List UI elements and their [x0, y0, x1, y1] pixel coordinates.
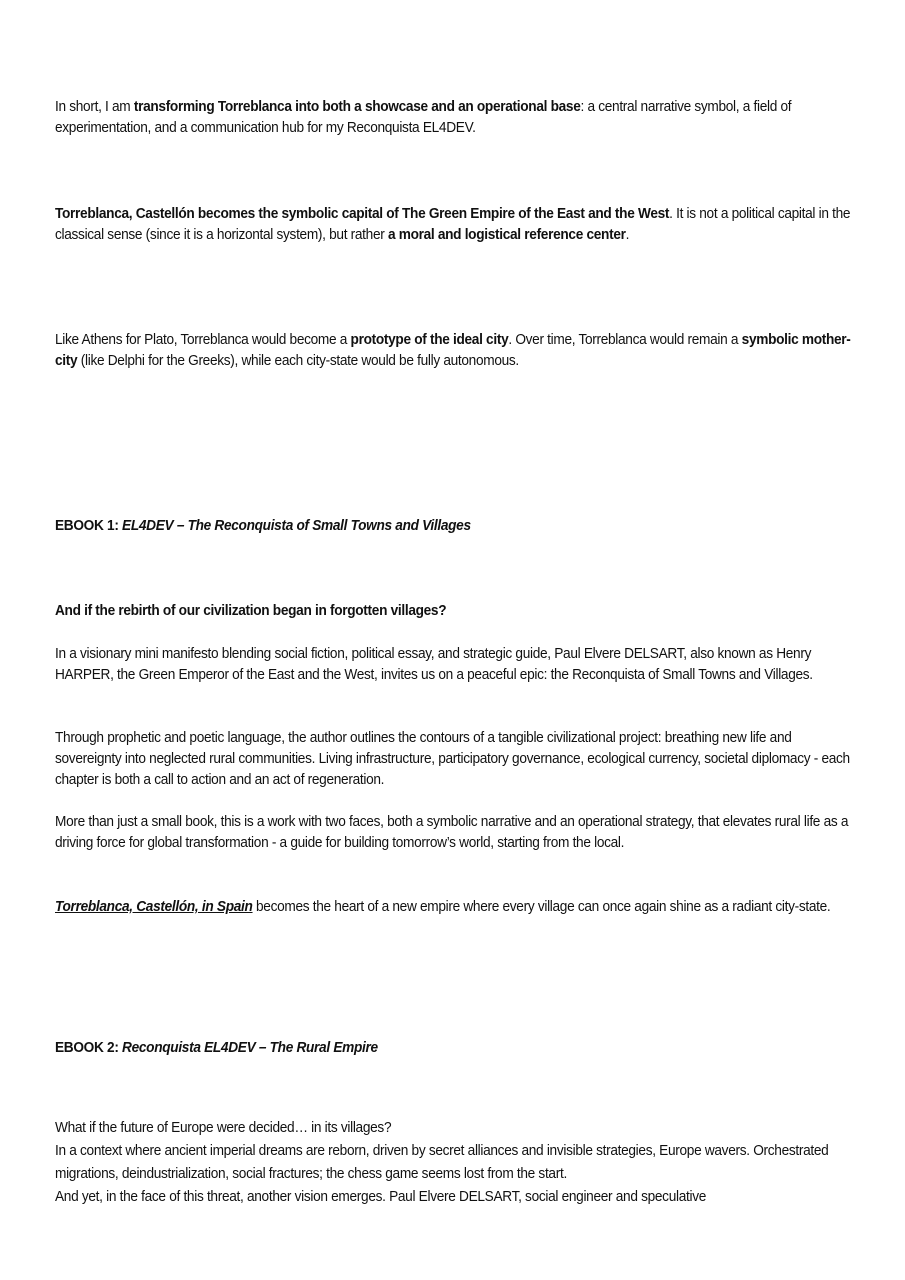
- bold-text: prototype of the ideal city: [350, 331, 509, 348]
- text-run: . Over time, Torreblanca would remain a: [508, 331, 742, 348]
- ebook2-line-2: In a context where ancient imperial dreams are reborn, driven by secret alliances and invisible strategies, Europe wavers. Orchestrated migrations, deindustrialization, social fractures; the chess game seems lost from the start.: [55, 1142, 829, 1182]
- ebook1-paragraph-3: More than just a small book, this is a work with two faces, both a symbolic narrative and an operational strategy, that elevates rural life as a driving force for global transformation - a guide for building tomorrow’s world, starting from the local.: [55, 813, 849, 851]
- text-run: becomes the heart of a new empire where every village can once again shine as a radiant city-state.: [252, 898, 831, 915]
- text-run: (like Delphi for the Greeks), while each city-state would be fully autonomous.: [77, 352, 519, 369]
- intro-paragraph-1: [55, 96, 854, 138]
- ebook1-paragraph-4: [55, 895, 854, 918]
- ebook1-heading: [55, 515, 854, 536]
- torreblanca-link[interactable]: Torreblanca, Castellón, in Spain: [55, 898, 253, 915]
- text-run: .: [625, 226, 630, 243]
- text-run: . It is not a political capital in the classical sense (since it is a horizontal system), but rather: [55, 205, 851, 243]
- ebook1-title: EL4DEV – The Reconquista of Small Towns and Villages: [122, 517, 471, 534]
- ebook1-question: And if the rebirth of our civilization began in forgotten villages?: [55, 602, 447, 619]
- ebook2-line-1: What if the future of Europe were decided… in its villages?: [55, 1119, 392, 1136]
- ebook2-label: EBOOK 2:: [55, 1039, 123, 1056]
- ebook1-label: EBOOK 1:: [55, 517, 123, 534]
- bold-text: a moral and logistical reference center: [387, 226, 626, 243]
- intro-paragraph-2: [55, 203, 854, 245]
- bold-text: Torreblanca, Castellón becomes the symbolic capital of The Green Empire of the East and the West: [55, 205, 670, 222]
- intro-paragraph-3: [55, 329, 854, 371]
- ebook2-heading: [55, 1037, 854, 1058]
- ebook1-paragraph-2: Through prophetic and poetic language, the author outlines the contours of a tangible civilizational project: breathing new life and sovereignty into neglected rural communities. Living infrastructure, participatory governance, ecological currency, societal diplomacy - each chapter is both a call to action and an act of regeneration.: [55, 729, 850, 788]
- text-run: : a central narrative symbol, a field of experimentation, and a communication hub for my Reconquista EL4DEV.: [55, 98, 792, 136]
- bold-text: transforming Torreblanca into both a showcase and an operational base: [133, 98, 581, 115]
- bold-text: symbolic mother-city: [55, 331, 851, 369]
- ebook2-title: Reconquista EL4DEV – The Rural Empire: [122, 1039, 378, 1056]
- ebook2-line-3: And yet, in the face of this threat, another vision emerges. Paul Elvere DELSART, social engineer and speculative: [55, 1188, 707, 1205]
- ebook1-paragraph-1: In a visionary mini manifesto blending social fiction, political essay, and strategic guide, Paul Elvere DELSART, also known as Henry HARPER, the Green Emperor of the East and the West, invites us on a peaceful epic: the Reconquista of Small Towns and Villages.: [55, 645, 813, 683]
- text-run: In short, I am: [55, 98, 134, 115]
- text-run: Like Athens for Plato, Torreblanca would become a: [55, 331, 351, 348]
